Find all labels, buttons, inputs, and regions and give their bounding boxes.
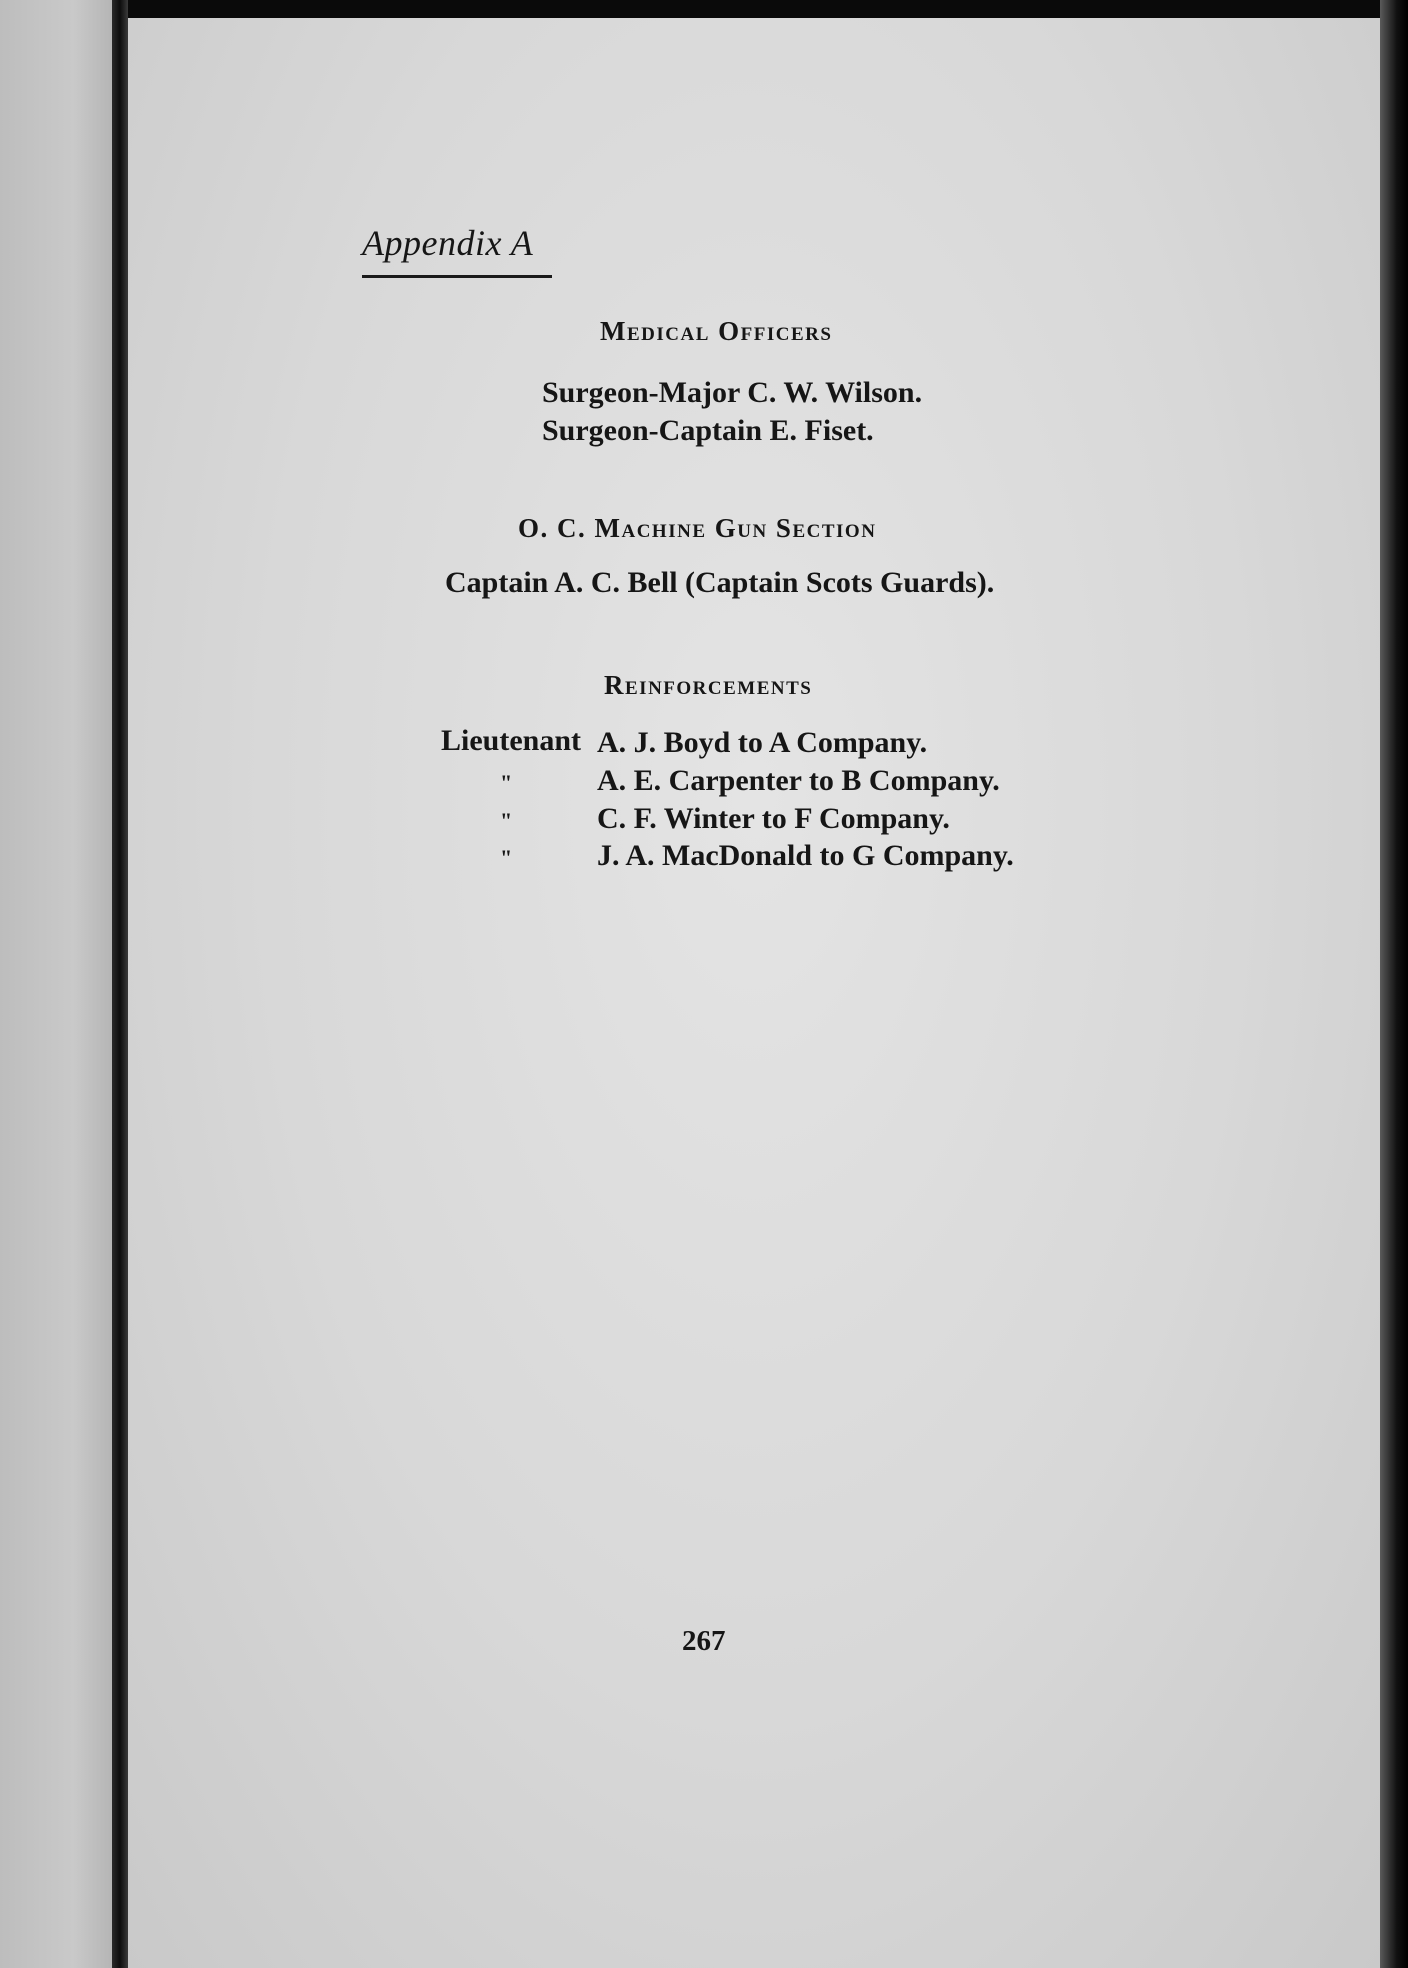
title-underline [362,275,552,278]
appendix-title: Appendix A [362,223,534,263]
book-gutter [112,0,128,1968]
medical-officer-line: Surgeon-Captain E. Fiset. [542,414,874,447]
reinforcement-line: A. E. Carpenter to B Company. [597,764,1000,797]
medical-officer-line: Surgeon-Major C. W. Wilson. [542,376,923,409]
machine-gun-officer-line: Captain A. C. Bell (Captain Scots Guards). [445,566,995,599]
heading-reinforcements: Reinforcements [604,670,813,700]
reinforcement-rank: Lieutenant [441,724,582,757]
reinforcement-line: J. A. MacDonald to G Company. [597,839,1014,872]
heading-machine-gun-section: O. C. Machine Gun Section [518,513,877,543]
reinforcement-line: C. F. Winter to F Company. [597,802,950,835]
heading-medical-officers: Medical Officers [600,316,833,346]
ditto-mark: " [500,770,513,795]
ditto-mark: " [500,808,513,833]
ditto-mark: " [500,845,513,870]
reinforcement-line: A. J. Boyd to A Company. [597,726,928,759]
facing-page-edge [0,0,122,1968]
page-number: 267 [682,1625,726,1657]
book-page [128,18,1380,1968]
page-right-edge [1380,0,1408,1968]
